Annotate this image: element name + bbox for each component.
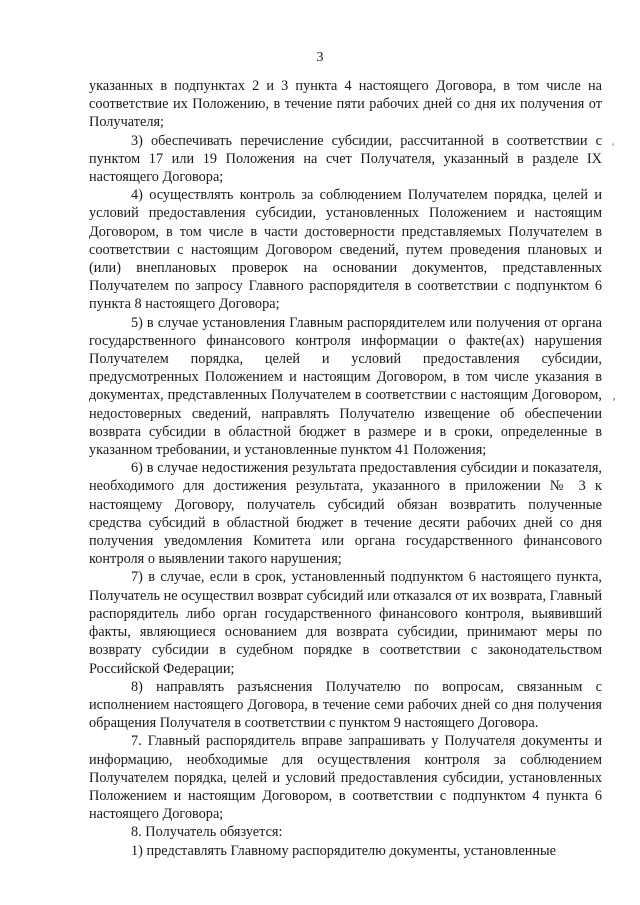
paragraph: 7. Главный распорядитель вправе запрашивать у Получателя документы и информацию, необходимые для осуществления контроля за соблюдением Получателем порядка, целей и условий предоставления субсидии, установленных Положением и настоящим Договором, в соответствии с подпунктом 4 пункта 6 настоящего Договора; [89,733,602,823]
paragraph: 8. Получатель обязуется: [131,824,283,841]
paragraph: указанных в подпунктах 2 и 3 пункта 4 настоящего Договора, в том числе на соответствие их Положению, в течение пяти рабочих дней со дня их получения от Получателя; [89,78,602,131]
paragraph: 7) в случае, если в срок, установленный подпунктом 6 настоящего пункта, Получатель не осуществил возврат субсидий или отказался от их возврата, Главный распорядитель либо орган государственного финансового контроля, выявивший факты, являющиеся основанием для возврата субсидии, принимают меры по возврату субсидии в судебном порядке в соответствии с законодательством Российской Федерации; [89,569,602,677]
scan-artifact-mark: ' [612,140,615,154]
document-body [89,77,602,860]
paragraph: 6) в случае недостижения результата предоставления субсидии и показателя, необходимого для достижения результата, указанного в приложении № 3 к настоящему Договору, получатель субсидий обязан возвратить полученные средства субсидий в областной бюджет в течение десяти рабочих дней со дня получения уведомления Комитета или органа государственного финансового контроля о выявлении такого нарушения; [89,460,602,568]
page-number: 3 [316,50,324,65]
paragraph: 4) осуществлять контроль за соблюдением Получателем порядка, целей и условий предоставления субсидии, установленных Положением и настоящим Договором, в том числе в части достоверности представляемых Получателем в соответствии с настоящим Договором сведений, путем проведения плановых и (или) внеплановых проверок на основании документов, представленных Получателем по запросу Главного распорядителя в соответствии с подпунктом 6 пункта 8 настоящего Договора; [89,187,602,313]
paragraph: 5) в случае установления Главным распорядителем или получения от органа государственного финансового контроля информации о факте(ах) нарушения Получателем порядка, целей и условий предоставления субсидии, предусмотренных Положением и настоящим Договором, в том числе указания в документах, представленных Получателем в соответствии с настоящим Договором, недостоверных сведений, направлять Получателю извещение об обеспечении возврата субсидии в областной бюджет в размере и в сроки, определенные в указанном требовании, и установленные пунктом 41 Положения; [89,314,602,459]
paragraph: 8) направлять разъяснения Получателю по вопросам, связанным с исполнением настоящего Договора, в течение семи рабочих дней со дня получения обращения Получателя в соответствии с пунктом 9 настоящего Договора. [89,678,602,732]
scan-artifact-mark: ‚ [612,388,616,402]
paragraph: 1) представлять Главному распорядителю документы, установленные [131,842,556,859]
paragraph: 3) обеспечивать перечисление субсидии, рассчитанной в соответствии с пунктом 17 или 19 Положения на счет Получателя, указанный в разделе IX настоящего Договора; [89,132,602,186]
